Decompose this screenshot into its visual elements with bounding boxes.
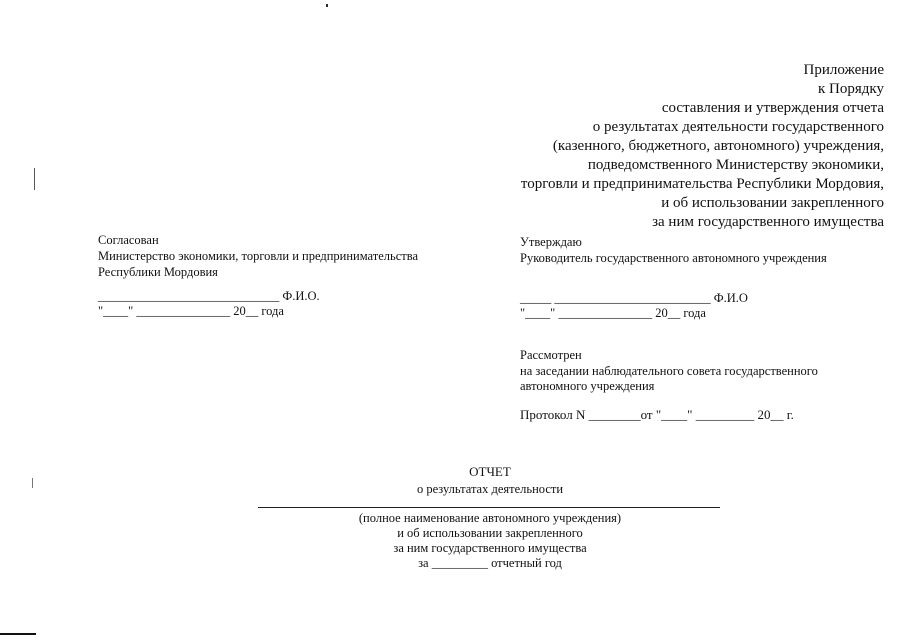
report-line3: и об использовании закрепленного [397,526,583,540]
appendix-line: Приложение [803,62,884,78]
agreed-title: Согласован [98,233,159,247]
scan-dot [326,4,328,7]
approve-title: Утверждаю [520,235,582,249]
agreed-org-line1: Министерство экономики, торговли и предпринимательства [98,249,419,263]
agreed-org-line2: Республики Мордовия [98,265,218,279]
approve-date-line: "____" _______________ 20__ года [520,306,706,320]
report-name-underline [258,507,720,508]
report-title: ОТЧЕТ [469,464,511,479]
report-year-line: за _________ отчетный год [418,556,562,570]
reviewed-line2: автономного учреждения [520,379,655,393]
approve-position: Руководитель государственного автономного учреждения [520,251,827,265]
scan-mark-left [34,168,35,190]
appendix-block [521,61,884,232]
appendix-line: составления и утверждения отчета [661,100,884,116]
reviewed-line1: на заседании наблюдательного совета государственного [520,364,818,378]
report-subtitle: о результатах деятельности [416,482,564,496]
report-line4: за ним государственного имущества [393,541,587,555]
reviewed-protocol: Протокол N ________от "____" _________ 20__ г. [520,407,794,422]
report-name-caption: (полное наименование автономного учреждения) [358,511,622,525]
appendix-line: (казенного, бюджетного, автономного) учреждения, [552,138,884,154]
agreed-date-line: "____" _______________ 20__ года [98,304,284,318]
agreed-signature-line: _____________________________ Ф.И.О. [98,289,320,303]
approve-signature-line: _____ _________________________ Ф.И.О [520,291,748,305]
scan-edge-bottom [0,633,36,635]
appendix-line: о результатах деятельности государственного [592,119,884,135]
appendix-line: торговли и предпринимательства Республики Мордовия, [520,176,884,192]
appendix-line: и об использовании закрепленного [661,195,884,211]
appendix-line: за ним государственного имущества [652,214,884,230]
reviewed-title: Рассмотрен [520,348,582,362]
appendix-line: к Порядку [818,81,884,97]
appendix-line: подведомственного Министерству экономики, [587,157,884,173]
